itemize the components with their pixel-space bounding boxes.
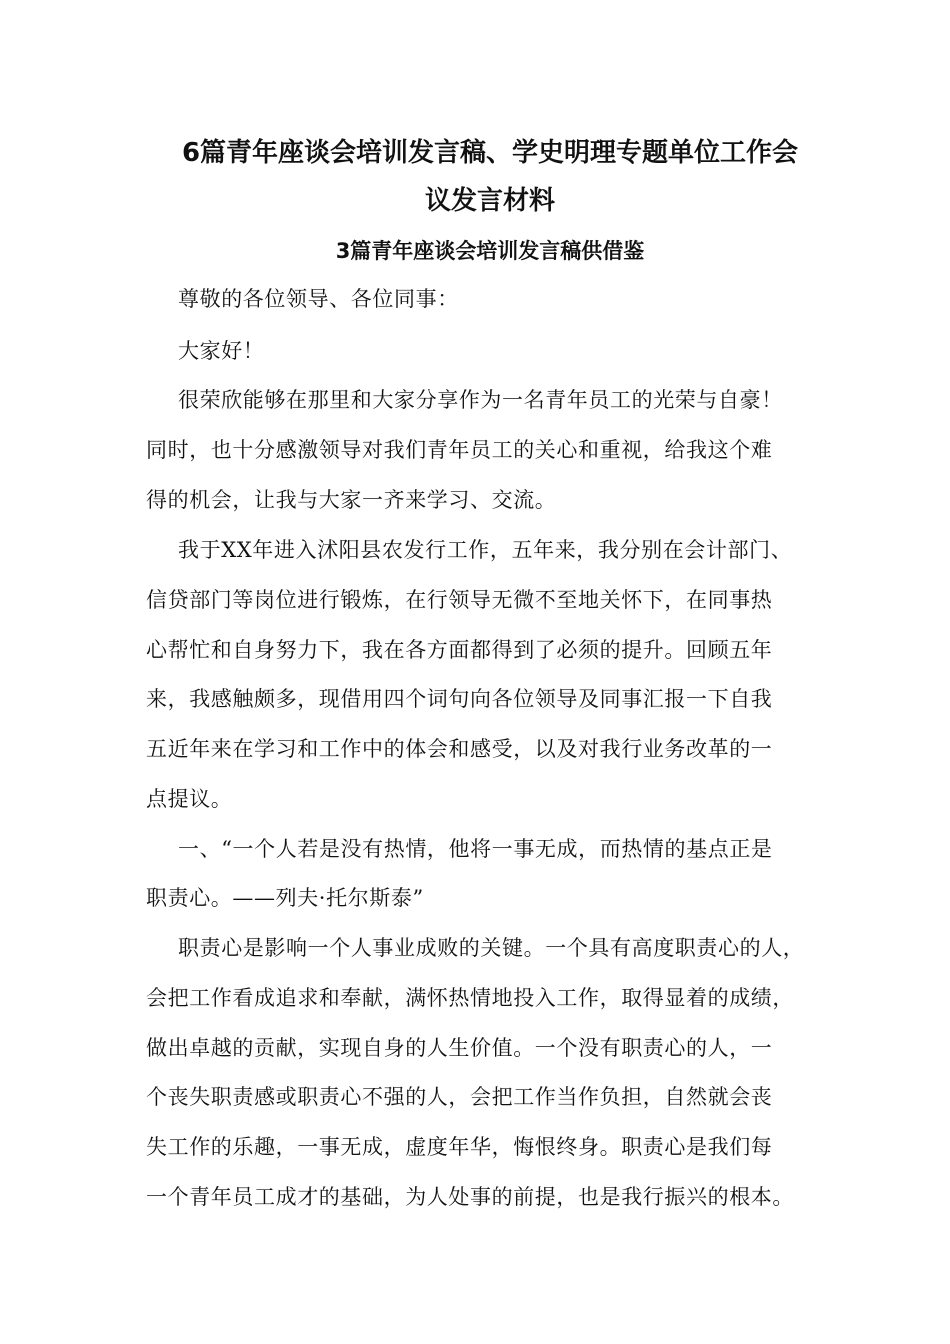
paragraph-line: 五近年来在学习和工作中的体会和感受，以及对我行业务改革的一 [146,737,773,761]
paragraph-line: 很荣欣能够在那里和大家分享作为一名青年员工的光荣与自豪！ [178,388,783,412]
paragraph-line: 职责心。——列夫·托尔斯泰” [146,886,424,910]
paragraph-line: 个丧失职责感或职责心不强的人，会把工作当作负担，自然就会丧 [146,1085,773,1109]
paragraph-line: 一个青年员工成才的基础，为人处事的前提，也是我行振兴的根本。 [146,1185,794,1209]
paragraph-line: 得的机会，让我与大家一齐来学习、交流。 [146,488,557,512]
document-title-line-1: 6篇青年座谈会培训发言稿、学史明理专题单位工作会 [181,138,799,168]
paragraph-line: 点提议。 [146,787,233,811]
paragraph-line: 会把工作看成追求和奉献，满怀热情地投入工作，取得显着的成绩， [146,986,794,1010]
paragraph-line: 失工作的乐趣，一事无成，虚度年华，悔恨终身。职责心是我们每 [146,1135,773,1159]
paragraph-line: 信贷部门等岗位进行锻炼，在行领导无微不至地关怀下，在同事热 [146,588,773,612]
paragraph-line: 心帮忙和自身努力下，我在各方面都得到了必须的提升。回顾五年 [146,638,773,662]
paragraph-line: 大家好！ [178,339,265,363]
document-subtitle: 3篇青年座谈会培训发言稿供借鉴 [335,239,645,263]
paragraph-line: 来，我感触颇多，现借用四个词句向各位领导及同事汇报一下自我 [146,687,773,711]
paragraph-line: 同时，也十分感激领导对我们青年员工的关心和重视，给我这个难 [146,438,773,462]
paragraph-line: 一、“一个人若是没有热情，他将一事无成，而热情的基点正是 [178,837,773,861]
paragraph-line: 做出卓越的贡献，实现自身的人生价值。一个没有职责心的人，一 [146,1036,773,1060]
document-title-line-2: 议发言材料 [424,186,555,216]
paragraph-line: 我于XX年进入沭阳县农发行工作，五年来，我分别在会计部门、 [178,538,793,562]
paragraph-line: 尊敬的各位领导、各位同事： [178,287,459,311]
paragraph-line: 职责心是影响一个人事业成败的关键。一个具有高度职责心的人， [178,936,805,960]
